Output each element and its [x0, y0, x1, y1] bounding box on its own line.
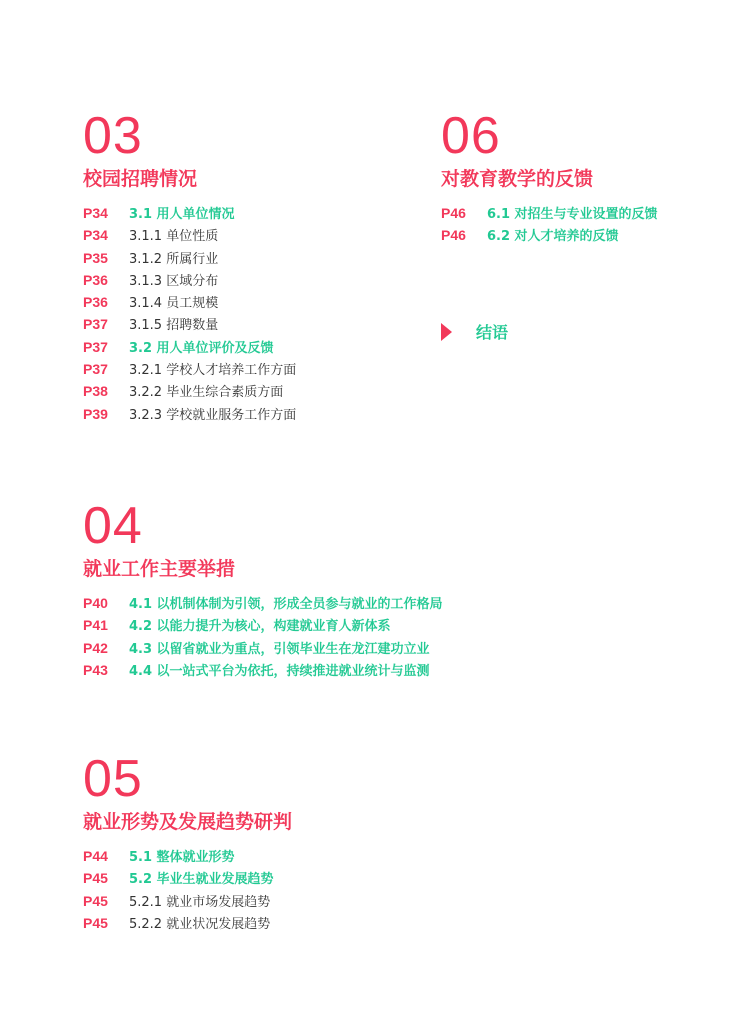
section-06: [441, 107, 658, 247]
toc-label: 4.2 以能力提升为核心，构建就业育人新体系: [129, 619, 391, 635]
page-number: P40: [83, 595, 108, 611]
section-number: 05: [83, 750, 143, 808]
page-number: P35: [83, 249, 108, 266]
page-number: P45: [83, 892, 108, 909]
toc-label: 3.1.4 员工规模: [129, 296, 219, 312]
toc-label: 4.1 以机制体制为引领，形成全员参与就业的工作格局: [129, 597, 443, 612]
page-number: P46: [441, 205, 466, 221]
toc-item[interactable]: [83, 336, 296, 358]
toc-item[interactable]: [83, 637, 443, 659]
toc-label: 5.2 毕业生就业发展趋势: [129, 872, 274, 888]
page-number: P38: [83, 383, 108, 400]
toc-label: 3.2 用人单位评价及反馈: [129, 340, 274, 356]
section-number: 06: [441, 107, 501, 165]
toc-item[interactable]: [83, 313, 296, 335]
page-number: P34: [83, 227, 108, 244]
section-title: 校园招聘情况: [83, 168, 198, 190]
page-number: P37: [83, 316, 108, 333]
page-number: P37: [83, 338, 108, 355]
toc-label: 3.1.1 单位性质: [129, 229, 219, 245]
page-number: P45: [83, 870, 108, 887]
toc-label: 5.1 整体就业形势: [129, 850, 235, 865]
toc-list: [83, 202, 296, 425]
toc-label: 6.1 对招生与专业设置的反馈: [487, 207, 658, 222]
toc-label: 5.2.1 就业市场发展趋势: [129, 894, 271, 910]
section-05: [83, 750, 293, 934]
toc-item[interactable]: [83, 403, 296, 425]
page-number: P43: [83, 661, 108, 678]
toc-item[interactable]: [83, 614, 443, 636]
page-number: P36: [83, 294, 108, 311]
toc-item[interactable]: [83, 845, 292, 867]
toc-item[interactable]: [83, 358, 296, 380]
page-number: P36: [83, 271, 108, 288]
toc-item[interactable]: [441, 224, 658, 246]
page-number: P46: [441, 227, 466, 244]
page-number: P39: [83, 405, 108, 422]
toc-list: [83, 845, 292, 934]
toc-label: 3.2.3 学校就业服务工作方面: [129, 407, 297, 423]
toc-list: [83, 592, 443, 681]
toc-label: 5.2.2 就业状况发展趋势: [129, 916, 271, 932]
toc-item[interactable]: [83, 867, 292, 889]
toc-label: 3.1.2 所属行业: [129, 251, 219, 267]
section-number: 03: [83, 107, 143, 165]
toc-list: [441, 202, 658, 247]
toc-item[interactable]: [83, 890, 292, 912]
conclusion-label: 结语: [476, 323, 509, 342]
section-04: [83, 497, 443, 681]
page-number: P34: [83, 205, 108, 221]
page-number: P42: [83, 639, 108, 656]
triangle-right-icon: [441, 323, 452, 341]
page-number: P41: [83, 617, 108, 634]
section-title: 就业形势及发展趋势研判: [83, 811, 293, 833]
toc-item[interactable]: [83, 247, 296, 269]
toc-label: 3.1.5 招聘数量: [129, 318, 219, 334]
page-number: P45: [83, 914, 108, 931]
toc-item[interactable]: [83, 291, 296, 313]
page-number: P44: [83, 848, 108, 864]
toc-label: 4.3 以留省就业为重点，引领毕业生在龙江建功立业: [129, 641, 430, 657]
toc-label: 3.2.1 学校人才培养工作方面: [129, 363, 297, 379]
toc-label: 3.1 用人单位情况: [129, 207, 235, 222]
toc-label: 3.2.2 毕业生综合素质方面: [129, 385, 284, 401]
section-title: 就业工作主要举措: [83, 558, 236, 580]
toc-item[interactable]: [441, 202, 658, 224]
toc-item[interactable]: [83, 224, 296, 246]
section-title: 对教育教学的反馈: [441, 168, 594, 190]
toc-item[interactable]: [83, 269, 296, 291]
toc-label: 4.4 以一站式平台为依托，持续推进就业统计与监测: [129, 663, 430, 679]
toc-label: 6.2 对人才培养的反馈: [487, 229, 619, 245]
toc-label: 3.1.3 区域分布: [129, 273, 219, 289]
page-number: P37: [83, 361, 108, 378]
conclusion-entry[interactable]: [441, 320, 508, 343]
toc-item[interactable]: [83, 659, 443, 681]
toc-item[interactable]: [83, 592, 443, 614]
section-03: [83, 107, 297, 425]
section-number: 04: [83, 497, 143, 555]
toc-item[interactable]: [83, 202, 296, 224]
toc-item[interactable]: [83, 380, 296, 402]
toc-item[interactable]: [83, 912, 292, 934]
